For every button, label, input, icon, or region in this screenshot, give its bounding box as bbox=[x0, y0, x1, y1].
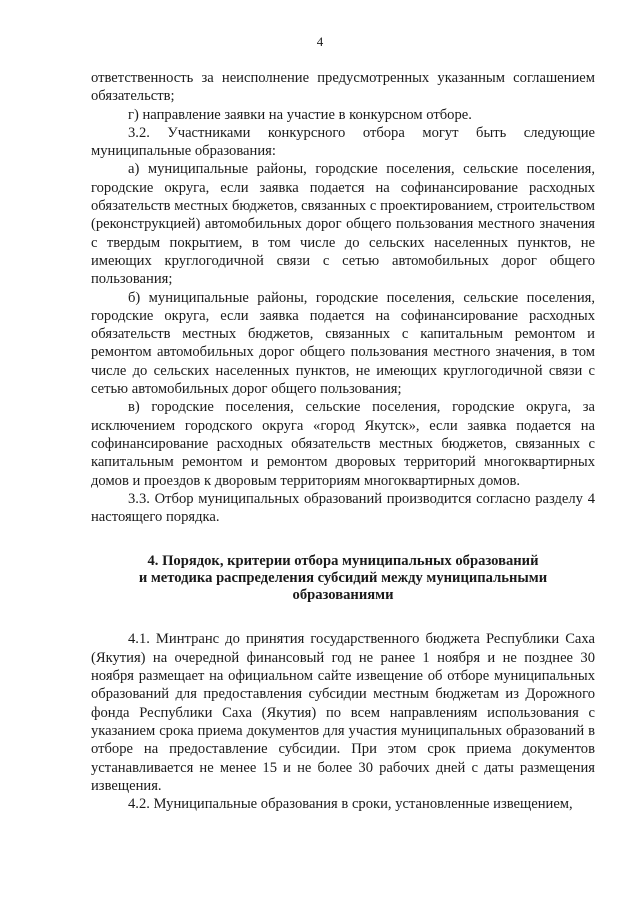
paragraph-4-1: 4.1. Минтранс до принятия государственного бюджета Республики Саха (Якутия) на очередной финансовый год не ранее 1 ноября и не позднее 30 ноября размещает на официальном сайте извещение об отборе муниципальных образований для предоставления субсидии местным бюджетам из Дорожного фонда Республики Саха (Якутия) по всем направлениям использования с указанием срока приема документов для участия муниципальных образований в отборе на предоставление субсидии. При этом срок приема документов устанавливается не менее 15 и не более 30 рабочих дней с даты размещения извещения. bbox=[91, 631, 595, 794]
paragraph-3-2: 3.2. Участниками конкурсного отбора могут быть следующие муниципальные образования: bbox=[91, 124, 595, 160]
section-heading-line-1: 4. Порядок, критерии отбора муниципальных образований bbox=[147, 553, 539, 570]
page-number: 4 bbox=[316, 34, 324, 49]
paragraph-item-a: а) муниципальные районы, городские поселения, сельские поселения, городские округа, если заявка подается на софинансирование расходных обязательств местных бюджетов, связанных с проектированием, строительством (реконструкцией) автомобильных дорог общего пользования местного значения с твердым покрытием, в том числе до сельских населенных пунктов, не имеющих круглогодичной связи с сетью автомобильных дорог общего пользования; bbox=[91, 161, 595, 288]
paragraph-item-g: г) направление заявки на участие в конкурсном отборе. bbox=[128, 106, 472, 123]
paragraph-4-2: 4.2. Муниципальные образования в сроки, установленные извещением, bbox=[128, 796, 573, 813]
section-heading-4 bbox=[91, 553, 595, 604]
paragraph-item-b: б) муниципальные районы, городские поселения, сельские поселения, городские округа, если заявка подается на софинансирование расходных обязательств местных бюджетов, связанных с капитальным ремонтом и ремонтом автомобильных дорог общего пользования местного значения, в том числе до сельских населенных пунктов, не имеющих круглогодичной связи с сетью автомобильных дорог общего пользования; bbox=[91, 289, 595, 398]
paragraph-item-v: в) городские поселения, сельские поселения, городские округа, за исключением городского округа «город Якутск», если заявка подается на софинансирование расходных обязательств местных бюджетов, связанных с капитальным ремонтом и ремонтом дворовых территорий многоквартирных домов и проездов к дворовым территориям многоквартирных домов. bbox=[91, 399, 595, 489]
section-heading-line-3: образованиями bbox=[292, 587, 394, 604]
section-heading-line-2: и методика распределения субсидий между муниципальными bbox=[138, 570, 548, 587]
document-body bbox=[91, 69, 595, 813]
paragraph-continuation: ответственность за неисполнение предусмотренных указанным соглашением обязательств; bbox=[91, 70, 595, 105]
paragraph-3-3: 3.3. Отбор муниципальных образований производится согласно разделу 4 настоящего порядка. bbox=[91, 490, 595, 526]
